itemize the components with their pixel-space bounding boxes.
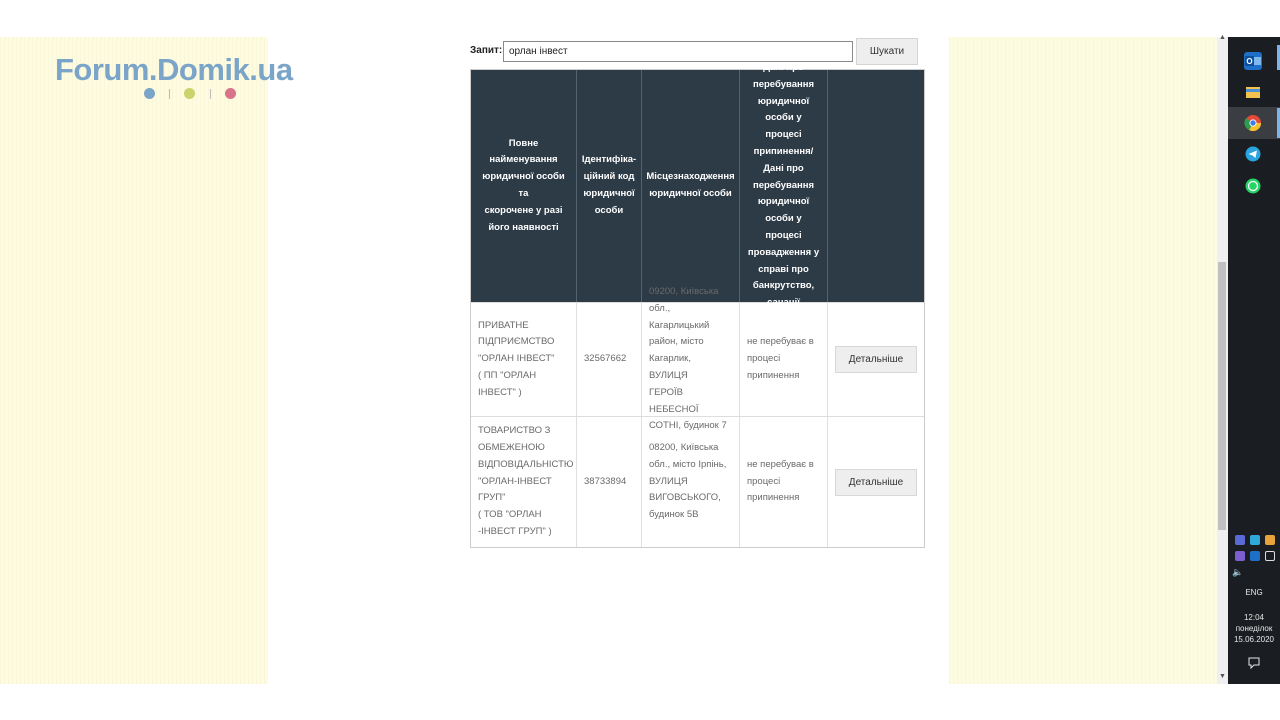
company-address-cell: 08200, Київська обл., місто Ірпінь, ВУЛИЦЯ ВИГОВСЬКОГО, будинок 5В <box>642 417 740 547</box>
details-button[interactable]: Детальніше <box>835 469 917 496</box>
clock-time[interactable]: 12:04 <box>1243 613 1265 622</box>
table-row <box>471 416 924 547</box>
column-header-address: Місцезнаходження юридичної особи <box>642 70 740 302</box>
scroll-up-icon[interactable]: ▲ <box>1219 34 1226 41</box>
column-header-status: Дані про перебування юридичної особи у процесі припинення/ Дані про перебування юридичної особи у процесі провадження у справі про банкрутство, <box>740 70 828 302</box>
logo-dots <box>144 88 244 100</box>
table-row <box>471 302 924 416</box>
clock-day[interactable]: понеділок <box>1235 624 1273 633</box>
company-name-cell: ПРИВАТНЕ ПІДПРИЄМСТВО "ОРЛАН ІНВЕСТ" ( ПП "ОРЛАН ІНВЕСТ" ) <box>471 303 577 416</box>
chrome-icon[interactable] <box>1244 114 1262 132</box>
results-table <box>470 62 925 548</box>
company-address-cell: обл., Кагарлицький район, місто Кагарлик, ВУЛИЦЯ ГЕРОЇВ НЕБЕСНОЇ <box>642 303 740 416</box>
viber-icon[interactable] <box>1235 551 1245 561</box>
details-cell <box>828 303 924 416</box>
tray-app-icon[interactable] <box>1235 535 1245 545</box>
table-header-row <box>471 62 924 302</box>
svg-text:O: O <box>1246 57 1253 66</box>
tray-app-icon[interactable] <box>1250 535 1260 545</box>
network-icon[interactable] <box>1265 551 1275 561</box>
column-header-actions <box>828 70 924 302</box>
language-indicator[interactable]: ENG <box>1245 588 1263 597</box>
column-header-name: Повне найменування юридичної особи та скорочене у разі його наявності <box>471 70 577 302</box>
details-button[interactable]: Детальніше <box>835 346 917 373</box>
company-status-cell: не перебуває в процесі припинення <box>740 417 828 547</box>
logo-dot-red <box>225 88 236 99</box>
outlook-tray-icon[interactable] <box>1250 551 1260 561</box>
clock-date[interactable]: 15.06.2020 <box>1233 635 1275 644</box>
logo-separator <box>169 89 170 99</box>
site-logo[interactable]: Forum.Domik.ua <box>55 52 293 87</box>
company-code-cell: 32567662 <box>577 303 642 416</box>
column-header-code: Ідентифіка- ційний код юридичної особи <box>577 70 642 302</box>
logo-dot-green <box>184 88 195 99</box>
details-cell <box>828 417 924 547</box>
telegram-icon[interactable] <box>1244 145 1262 163</box>
outlook-icon[interactable] <box>1244 52 1262 70</box>
whatsapp-icon[interactable] <box>1244 177 1262 195</box>
logo-dot-blue <box>144 88 155 99</box>
scrollbar-thumb[interactable] <box>1218 262 1226 530</box>
page-background-right <box>949 37 1217 684</box>
notification-icon[interactable] <box>1228 657 1280 672</box>
page-background-left <box>0 37 268 684</box>
volume-icon[interactable]: 🔈 <box>1232 567 1244 577</box>
company-code-cell: 38733894 <box>577 417 642 547</box>
file-explorer-icon[interactable] <box>1244 83 1262 101</box>
company-name-cell: ТОВАРИСТВО З ОБМЕЖЕНОЮ ВІДПОВІДАЛЬНІСТЮ "ОРЛАН-ІНВЕСТ ГРУП" ( ТОВ "ОРЛАН -ІНВЕСТ ГРУП" ) <box>471 417 577 547</box>
search-label: Запит: <box>470 45 503 56</box>
scroll-down-icon[interactable]: ▼ <box>1219 673 1226 680</box>
mail-icon[interactable] <box>1265 535 1275 545</box>
search-button[interactable]: Шукати <box>856 38 918 65</box>
company-status-cell: не перебуває в процесі припинення <box>740 303 828 416</box>
search-input[interactable] <box>503 41 853 62</box>
logo-separator <box>210 89 211 99</box>
